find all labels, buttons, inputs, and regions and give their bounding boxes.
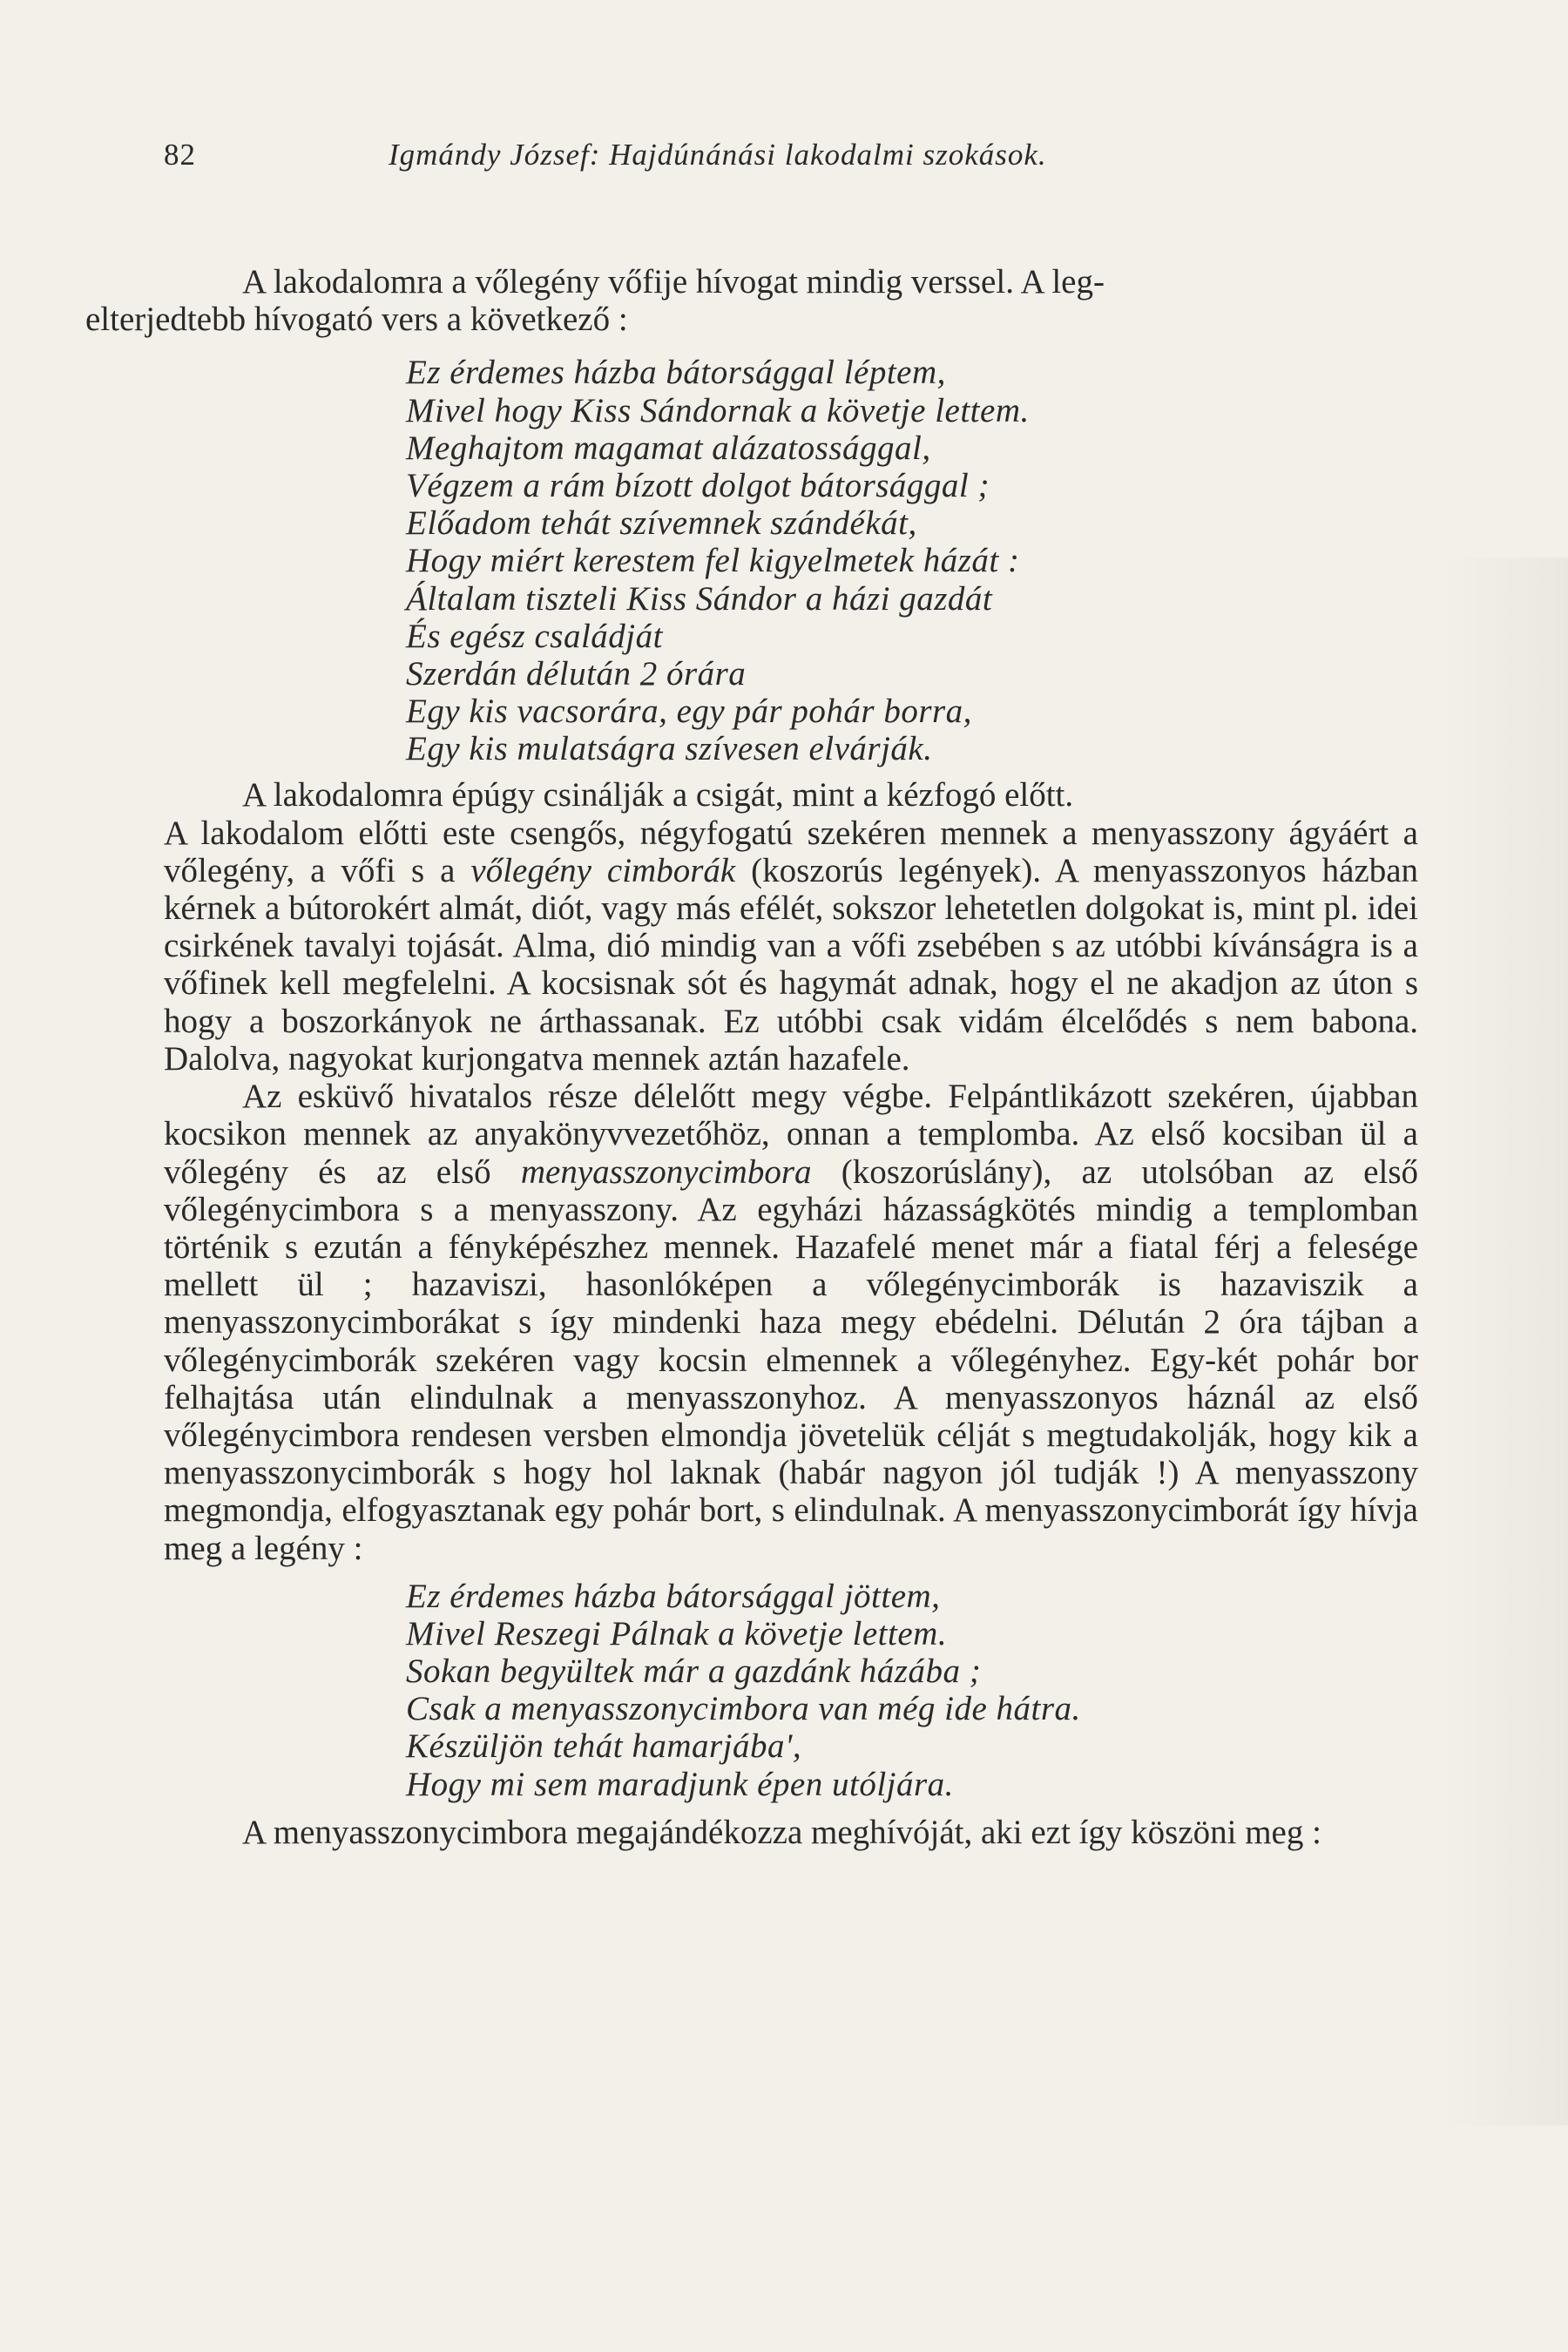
verse-line: Hogy mi sem maradjunk épen utóljára.: [406, 1765, 954, 1803]
paragraph-wedding-text-1: Az esküvő hivatalos része délelőtt megy végbe. Felpántlikázott szekéren, újabban kocsikon mennek az anyakönyvvezetőhöz, onnan a templomba. Az első kocsiban ül a vőlegény és az első: [164, 1078, 1418, 1191]
verse-line: Előadom tehát szívemnek szándékát,: [406, 504, 917, 543]
verse-line: Készüljön tehát hamarjába',: [406, 1727, 802, 1766]
verse-line: Ez érdemes házba bátorsággal jöttem,: [406, 1577, 941, 1615]
paragraph-eve: [164, 814, 1418, 1078]
term-volegeny-cimborak: vőlegény cimborák: [470, 851, 736, 889]
invitation-verse-1: [406, 354, 1418, 767]
verse-line: Csak a menyasszonycimbora van még ide hátra.: [406, 1690, 1081, 1728]
paragraph-wedding: [164, 1078, 1418, 1567]
verse-line: Egy kis vacsorára, egy pár pohár borra,: [406, 693, 972, 731]
paragraph-intro: [85, 263, 1418, 339]
paragraph-wedding-text-2: (koszorúslány), az utolsóban az első vőlegénycimbora s a menyasszony. Az egyházi házasságkötés mindig a templomban történik s ezután a fényképészhez mennek. Hazafelé menet már a fiatal férj a felesége mellett ül ; hazaviszi, hasonlóképen a vőlegénycimborák is hazaviszik a menyasszonycimborákat s így mindenki haza megy ebédelni. Délután 2 óra tájban a vőlegénycimborák szekéren vagy kocsin elmennek a vőlegényhez. Egy-két pohár bor felhajtása után elindulnak a menyasszonyhoz. A menyasszonyos háznál az első vőlegénycimbora rendesen versben elmondja jövetelük célját s megtudakolják, hogy kik a menyasszonycimborák s hogy hol laknak (habár nagyon jól tudják !) A menyasszony megmondja, elfogyasztanak egy pohár bort, s elindulnak. A menyasszonycimborát így hívja meg a legény :: [164, 1152, 1419, 1567]
paragraph-eve-text-1: A lakodalom előtti este csengős, négyfogatú szekéren mennek a menyasszony ágyáért a vőlegény, a vőfi s a: [164, 814, 1418, 889]
verse-line: Szerdán délután 2 órára: [406, 654, 747, 693]
verse-line: Mivel hogy Kiss Sándornak a követje lettem.: [406, 391, 1030, 429]
paragraph-closing: A menyasszonycimbora megajándékozza meghívóját, aki ezt így köszöni meg :: [242, 1813, 1321, 1851]
verse-line: És egész családját: [406, 617, 663, 655]
term-menyasszonycimbora: menyasszonycimbora: [520, 1152, 812, 1191]
verse-line: Meghajtom magamat alázatossággal,: [406, 429, 931, 467]
paper-bleed-through: [1437, 558, 1568, 2126]
verse-line: Általam tiszteli Kiss Sándor a házi gazdát: [406, 579, 993, 618]
page-number: 82: [164, 138, 196, 172]
running-title: Igmándy József: Hajdúnánási lakodalmi szokások.: [389, 138, 1047, 172]
verse-line: Végzem a rám bízott dolgot bátorsággal ;: [406, 466, 990, 504]
invitation-verse-2: [406, 1578, 1418, 1803]
paragraph-intro-line-1: A lakodalomra a vőlegény vőfije hívogat mindig verssel. A leg-: [242, 263, 1105, 301]
page-header: [164, 138, 1418, 181]
verse-line: Ez érdemes házba bátorsággal léptem,: [406, 354, 946, 392]
paragraph-csiga: A lakodalomra épúgy csinálják a csigát, mint a kézfogó előtt.: [242, 776, 1074, 814]
verse-line: Egy kis mulatságra szívesen elvárják.: [406, 730, 933, 768]
verse-line: Sokan begyültek már a gazdánk házába ;: [406, 1652, 982, 1691]
paragraph-intro-line-2: elterjedtebb hívogató vers a következő :: [85, 301, 628, 339]
paragraph-eve-text-2: (koszorús legények). A menyasszonyos házban kérnek a bútorokért almát, diót, vagy más efélét, sokszor lehetetlen dolgokat is, mint pl. idei csirkének tavalyi tojását. Alma, dió mindig van a vőfi zsebében s az utóbbi kívánságra is a vőfinek kell megfelelni. A kocsisnak sót és hagymát adnak, hogy el ne akadjon az úton s hogy a boszorkányok ne árthassanak. Ez utóbbi csak vidám élcelődés s nem babona. Dalolva, nagyokat kurjongatva mennek aztán hazafele.: [164, 851, 1419, 1078]
page-body: [85, 263, 1419, 1851]
verse-line: Hogy miért kerestem fel kigyelmetek házát :: [406, 542, 1020, 580]
verse-line: Mivel Reszegi Pálnak a követje lettem.: [406, 1614, 948, 1652]
